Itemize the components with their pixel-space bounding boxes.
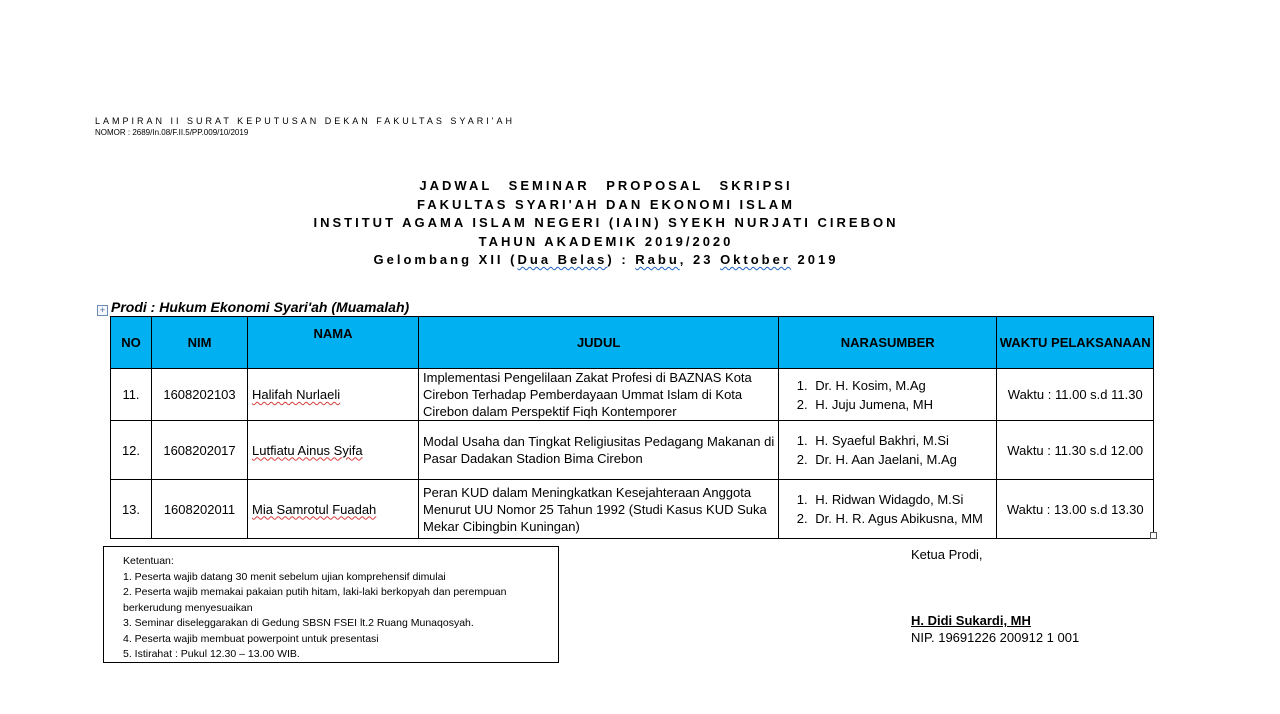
header-judul: JUDUL [419,317,779,369]
row-nama [248,369,419,421]
document-title [0,177,1212,270]
row-waktu: Waktu : 13.00 s.d 13.30 [997,480,1154,539]
row-waktu: Waktu : 11.30 s.d 12.00 [997,421,1154,480]
judul-line: Mekar Cibingbin Kuningan) [423,518,580,534]
title-line-1: JADWAL SEMINAR PROPOSAL SKRIPSI [419,178,793,193]
narasumber-item: 1. Dr. H. Kosim, M.Ag [811,376,992,395]
table-header-row [111,317,1154,369]
ketentuan-item: 2. Peserta wajib memakai pakaian putih hitam, laki-laki berkopyah dan perempuan [123,586,507,598]
judul-line: Menurut UU Nomor 25 Tahun 1992 (Studi Kasus KUD Suka [423,501,767,517]
narasumber-list [783,376,992,414]
row-nama-text: Lutfiatu Ainus Syifa [252,442,363,458]
title-line-3: INSTITUT AGAMA ISLAM NEGERI (IAIN) SYEKH NURJATI CIREBON [313,215,899,230]
table-resize-handle[interactable] [1150,532,1157,539]
table-move-handle-icon[interactable]: + [97,305,108,316]
title-line-2: FAKULTAS SYARI'AH DAN EKONOMI ISLAM [417,196,795,212]
title-oktober: Oktober [720,252,791,267]
nomor-surat: NOMOR : 2689/In.08/F.II.5/PP.009/10/2019 [95,128,249,137]
title-gelombang: Gelombang XII ( [373,252,518,267]
narasumber-item: 1. H. Syaeful Bakhri, M.Si [811,431,992,450]
table-row [111,480,1154,539]
row-narasumber [779,369,997,421]
row-no: 11. [111,369,152,421]
row-judul [419,369,779,421]
title-rabu: Rabu [635,252,680,267]
header-waktu: WAKTU PELAKSANAAN [997,317,1154,369]
prodi-label: Prodi : Hukum Ekonomi Syari'ah (Muamalah) [111,299,410,315]
row-nim: 1608202011 [152,480,248,539]
signature-nip: NIP. 19691226 200912 1 001 [911,630,1080,645]
title-day: , 23 [679,252,721,267]
lampiran-heading: LAMPIRAN II SURAT KEPUTUSAN DEKAN FAKULTAS SYARI'AH [95,116,515,126]
table-row [111,421,1154,480]
row-judul [419,421,779,480]
ketentuan-item: 5. Istirahat : Pukul 12.30 – 13.00 WIB. [123,648,300,660]
row-nim: 1608202017 [152,421,248,480]
narasumber-item: 2. H. Juju Jumena, MH [811,395,992,414]
table-row [111,369,1154,421]
judul-line: Implementasi Pengelilaan Zakat Profesi di BAZNAS Kota [423,370,752,385]
judul-line: Pasar Dadakan Stadion Bima Cirebon [423,451,643,466]
signature-role: Ketua Prodi, [911,547,983,562]
row-nama [248,421,419,480]
narasumber-list [783,431,992,469]
narasumber-item: 2. Dr. H. R. Agus Abikusna, MM [811,509,992,528]
row-no: 12. [111,421,152,480]
row-no: 13. [111,480,152,539]
ketentuan-box [103,546,559,663]
header-no: NO [111,317,152,369]
row-judul [419,480,779,539]
judul-line: Peran KUD dalam Meningkatkan Kesejahteraan Anggota [423,484,752,500]
narasumber-item: 2. Dr. H. Aan Jaelani, M.Ag [811,450,992,469]
header-narasumber: NARASUMBER [779,317,997,369]
header-nama: NAMA [248,317,419,369]
row-waktu: Waktu : 11.00 s.d 11.30 [997,369,1154,421]
ketentuan-item: 4. Peserta wajib membuat powerpoint untuk presentasi [123,632,379,645]
narasumber-list [783,490,992,528]
row-nama [248,480,419,539]
title-line-5 [0,251,1212,270]
title-year: 2019 [790,252,839,267]
signature-name: H. Didi Sukardi, MH [911,613,1031,628]
title-dua-belas: Dua Belas [517,252,608,267]
judul-line: Cirebon Terhadap Pemberdayaan Ummat Islam di Kota [423,387,743,402]
row-narasumber [779,480,997,539]
row-nama-text: Halifah Nurlaeli [252,387,341,402]
judul-line: Cirebon dalam Perspektif Fiqh Kontemporer [423,404,677,419]
header-nim: NIM [152,317,248,369]
narasumber-item: 1. H. Ridwan Widagdo, M.Si [811,490,992,509]
schedule-table [110,316,1154,539]
ketentuan-item: 3. Seminar diseleggarakan di Gedung SBSN FSEI lt.2 Ruang Munaqosyah. [123,617,474,629]
ketentuan-title: Ketentuan: [123,555,174,567]
row-nama-text: Mia Samrotul Fuadah [252,501,377,517]
ketentuan-item: berkerudung menyesuaikan [123,601,253,614]
ketentuan-item: 1. Peserta wajib datang 30 menit sebelum ujian komprehensif dimulai [123,570,446,583]
row-nim: 1608202103 [152,369,248,421]
judul-line: Modal Usaha dan Tingkat Religiusitas Pedagang Makanan di [423,434,775,449]
row-narasumber [779,421,997,480]
title-separator: ) : [607,252,636,267]
title-line-4: TAHUN AKADEMIK 2019/2020 [478,233,734,249]
